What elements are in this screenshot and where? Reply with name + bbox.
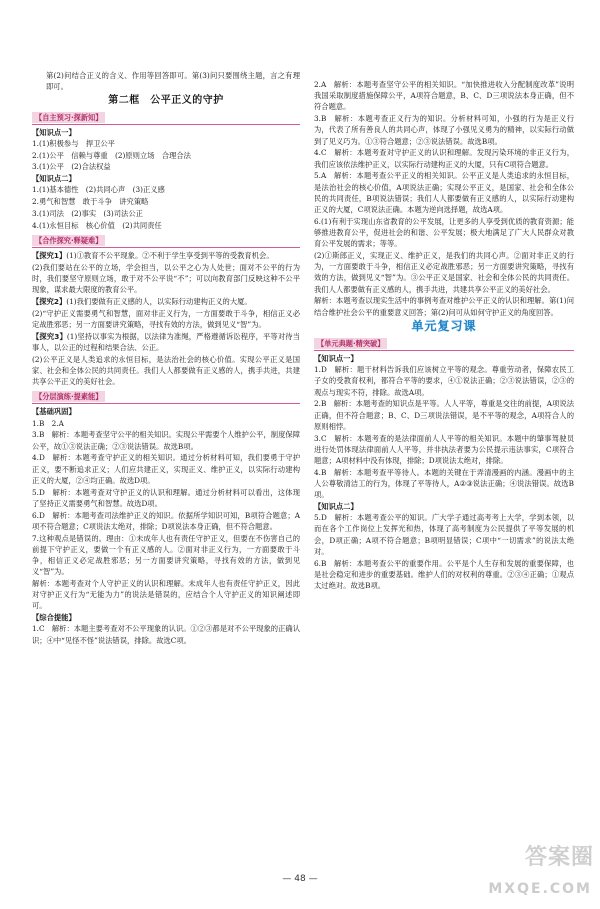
inquiry-2-text: (1)我们要做有正义感的人，以实际行动建构正义的大厦。 (66, 297, 252, 306)
section-title: 第二框 公平正义的守护 (108, 95, 224, 107)
page-number-text: 48 (294, 874, 306, 884)
unit-answer: 4.B 解析：本题考查平等待人。本题的关键在于弄清漫画的内涵。漫画中的主人公尊敬清洁工的行为，体现了平等待人，A②③说法正确；④说法错误。故选B项。 (314, 467, 574, 500)
inquiry-3 (32, 331, 300, 353)
basic-answer: 7.这种观点是错误的。理由：①未成年人也有责任守护正义，但要在不伤害自己的前提下守护正义，要做一个有正义感的人。②面对非正义行为，一方面要敢于斗争，相信正义必定战胜邪恶；另一方面要讲究策略，寻找有效的方法，做到见义“智”为。 (32, 533, 300, 577)
right-kp2-title: 【知识点二】 (314, 502, 358, 512)
coop-bar: 【合作探究·释疑难】 (32, 235, 105, 246)
right-answer: 解析：本题考查以现实生活中的事例考查对维护公平正义的认识和理解。第(1)问结合维护社会公平的重要意义回答；第(2)问可从如何守护正义的角度回答。 (314, 296, 574, 317)
unit-answer: 5.D 解析：本题考查公平的知识。广大学子通过高考考上大学，学到本领，以而在各个工作岗位上发挥光和热，体现了高考制度为公民提供了平等发展的机会，D项正确；A项不符合题意；B项明显错误；C项中“一切需求”的说法太绝对。 (314, 513, 574, 556)
unit-answer: 1.D 解析：题干材料告诉我们应该树立平等的观念。尊重劳动者，保障农民工子女的受教育权利，都符合平等的要求，④①说法正确；②③说法错误，②③的观点与现实不符，排除。故选A项。 (314, 365, 574, 397)
inquiry-2-text2: (2)“守护正义需要勇气和智慧，面对非正义行为，一方面要敢于斗争，相信正义必定战胜邪恶；另一方面要讲究策略，寻找有效的方法，做到见义“智”为。 (32, 308, 300, 329)
basic-answer: 3.B 解析：本题考查坚守公平的相关知识。实现公平需要个人维护公平，制度保障公平，故①③说法正确；②③说法错误。故选B项。 (32, 430, 300, 451)
page-number: — 48 — (282, 874, 318, 884)
kp2-line: 2.勇气和智慧 敢于斗争 讲究策略 (32, 197, 149, 207)
right-column (314, 79, 574, 592)
unit-review-title (314, 318, 574, 333)
inquiry-3-label: 【探究3】 (32, 331, 67, 341)
kp1-line: 1.(1)积极参与 捍卫公平 (32, 138, 115, 148)
right-answer: 5.A 解析：本题考查公平正义的相关知识。公平正义是人类追求的永恒目标，是法治社会的核心价值，A项说法正确；实现公平正义，是国家、社会和全体公民的共同责任，B项说法错误；我们人人都要做有正义感的人，以实际行动建构正义的大厦，C项说法正确。本题为逆向选择题，故选A项。 (314, 171, 574, 215)
kp2-title: 【知识点二】 (32, 174, 76, 184)
right-kp1-title: 【知识点一】 (314, 354, 358, 364)
watermark-logo (486, 845, 594, 904)
basic-answer: 6.D 解析：本题考查司法维护正义的知识。依据所学知识可知，B项符合题意；A项不符合题意；C项说法太绝对，排除；D项说法本身正确，但不符合题意。 (32, 510, 300, 531)
inquiry-1-text: (1)①教育不公平现象。②不利于学生享受到平等的受教育机会。 (66, 251, 274, 260)
preview-bar-line (32, 110, 300, 125)
kp2-line: 4.(1)永恒目标 核心价值 (2)共同责任 (32, 220, 162, 230)
unit-review-title-text: 单元复习课 (411, 318, 477, 333)
kp1-title: 【知识点一】 (32, 127, 76, 137)
basic-answer: 5.D 解析：本题考查对守护正义的认识和理解。通过分析材料可以看出，这体现了坚持正义需要勇气和智慧。故选D项。 (32, 487, 300, 508)
preview-bar: 【自主预习·探新知】 (32, 112, 105, 123)
unit-bar-line (314, 336, 574, 351)
kp1-line: 2.(1)公平 信赖与尊重 (2)原则立场 合理合法 (32, 150, 191, 160)
inquiry-3-text: (1)坚持以事实为根据，以法律为准绳，严格遵循诉讼程序，平等对待当事人，以公正的过程和结果合法、公正。 (32, 331, 300, 352)
inquiry-1-label: 【探究1】 (32, 251, 67, 260)
right-answer: 2.A 解析：本题考查坚守公平的相关知识。“加快推进收入分配制度改革”说明我国采取制度措施保障公平，A项符合题意，B、C、D三项说法本身正确，但不符合题意。 (314, 80, 574, 112)
unit-answer: 2.B 解析：本题考查的知识点是平等。人人平等，尊重是交往的前提，A项说法正确，但不符合题意；B、C、D三项说法错误，是不平等的观念，A项符合人的原则相悖。 (314, 399, 574, 431)
watermark-bottom: MXQE.COM (488, 881, 592, 897)
inquiry-1 (32, 250, 300, 261)
right-answer: 6.(1)有利于实现山东省教育的公平发展，让更多的人享受到优质的教育资源；能够推进教育公平，促进社会的和谐、公平发展；极大地满足了广大人民群众对教育公平发展的需求；等等。 (314, 216, 574, 249)
inquiry-1-text2: (2)我们要站在公平的立场，学会担当，以公平之心为人处世；面对不公平的行为时，我们要坚守原则立场，敢于对不公平说“不”；可以向教育部门反映这种不公平现象，谋求最大限度的教育公平。 (32, 262, 300, 295)
layer-bar: 【分层演练·提素能】 (32, 391, 105, 402)
watermark-top: 答案圈 (524, 845, 594, 870)
kp1-line: 3.(1)公平 (2)合法权益 (32, 162, 111, 172)
kp2-line: 1.(1)基本德性 (2)共同心声 (3)正义感 (32, 185, 165, 195)
kp2-line: 3.(1)司法 (2)事实 (3)司法公正 (32, 209, 143, 218)
unit-bar: 【单元典题·精突破】 (314, 338, 387, 349)
inquiry-2 (32, 296, 300, 307)
comp-title: 【综合提能】 (32, 613, 76, 623)
basic-answer: 1.B 2.A (32, 418, 64, 428)
basic-answer: 解析：本题考查对个人守护正义的认识和理解。未成年人也有责任守护正义，因此对守护正义行为“无能为力”的说法是错误的，应结合个人守护正义的知识阐述即可。 (32, 579, 300, 611)
unit-answer: 3.C 解析：本题考查的是法律面前人人平等的相关知识。本题中的肇事驾驶员进行处罚体现法律面前人人平等，并非执法者要为公民提示违法事实，C项符合题意；A项材料中没有体现，排除；D项说法太绝对，排除。 (314, 433, 574, 466)
right-answer: (2)①斯郎正义，实现正义、维护正义，是我们的共同心声。②面对非正义的行为，一方面要敢于斗争，相信正义必定战胜邪恶；另一方面要讲究策略，寻找有效的方法，做到见义“智”为。③公平正义是国家、社会和全体公民的共同责任。我们人人都要做有正义感的人，携手共进，共建共享公平正义的美好社会。 (314, 251, 574, 294)
left-column (32, 70, 300, 646)
inquiry-2-label: 【探究2】 (32, 297, 67, 306)
layer-bar-line (32, 389, 300, 404)
comp-answer: 1.C 解析：本题主要考查对不公平现象的认识。①②③都是对不公平现象的正确认识；④中“见怪不怪”说法错误，排除。故选C项。 (32, 624, 300, 645)
basic-title: 【基础巩固】 (32, 407, 76, 417)
unit-answer: 6.B 解析：本题考查公平的重要作用。公平是个人生存和发展的重要保障，也是社会稳定和进步的重要基础。维护人们的对权利的尊重。②③④正确；①观点太过绝对。故选B项。 (314, 558, 574, 591)
basic-answer: 4.D 解析：本题考查守护正义的相关知识。通过分析材料可知，我们要勇于守护正义，要不断追求正义；人们应共建正义，实现正义、维护正义，以实际行动建构正义的大厦，②④均正确。故选D项。 (32, 453, 300, 485)
intro-text: 第(2)问结合正义的含义、作用等回答即可。第(3)问只要围绕主题，言之有理即可。 (46, 71, 300, 92)
inquiry-3-text2: (2)公平正义是人类追求的永恒目标，是法治社会的核心价值。实现公平正义是国家、社会和全体公民的共同责任。我们人人都要做有正义感的人，携手共进，共建共享公平正义的美好社会。 (32, 354, 300, 387)
right-answer: 3.B 解析：本题考查正义行为的知识。分析材料可知，小强的行为是正义行为，代表了所有善良人的共同心声，体现了小强见义勇为的精神，以实际行动做到了见义巧为。①③符合题意；②③说法错误。故选B项。 (314, 114, 574, 146)
right-answer: 4.C 解析：本题考查对守护正义的认识和理解。发现污染环境的非正义行为，我们应该依法维护正义，以实际行动建构正义的大厦，只有C项符合题意。 (314, 148, 574, 169)
coop-bar-line (32, 233, 300, 248)
